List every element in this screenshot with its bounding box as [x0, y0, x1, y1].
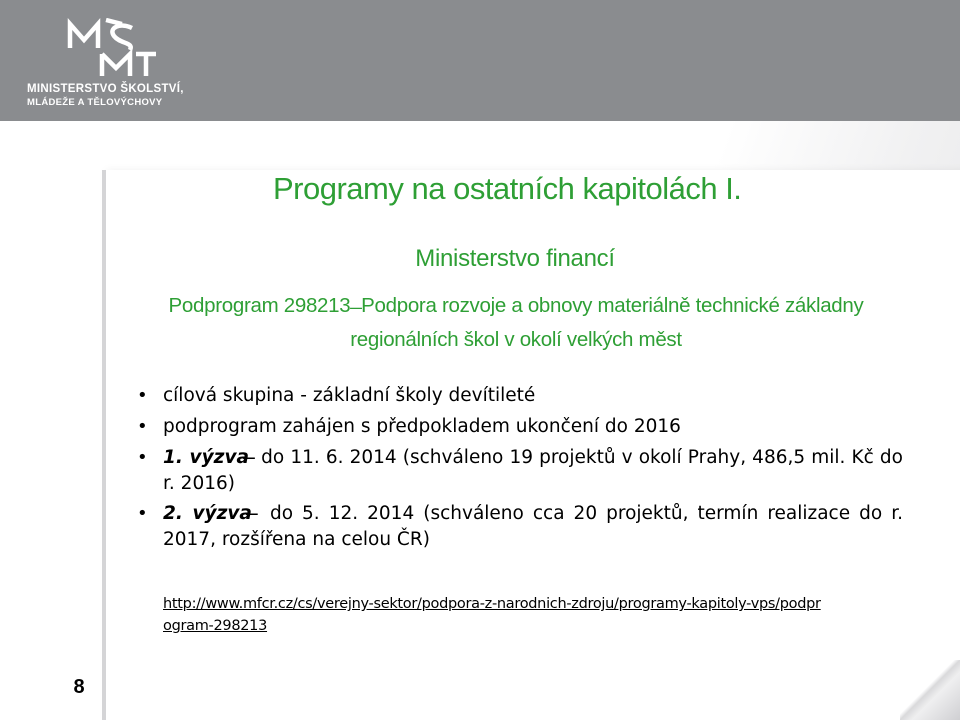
page-curl-decoration [900, 660, 960, 720]
header-band [0, 0, 960, 121]
slide-subtitle-subprogram: Podprogram 298213 ̶ Podpora rozvoje a obnovy materiálně technické základny regionálních škol v okolí velkých měst [168, 294, 864, 351]
page-number: 8 [73, 676, 85, 698]
slide-title: Programy na ostatních kapitolách I. [273, 171, 742, 206]
bullet-text: ̶ do 5. 12. 2014 (schváleno cca 20 projektů, termín realizace do r. 2017, rozšířena na celou ČR) [163, 503, 903, 550]
bullet-item [163, 383, 903, 409]
bullet-text: podprogram zahájen s předpokladem ukončení do 2016 [163, 416, 681, 437]
bullet-text: ̶ do 11. 6. 2014 (schváleno 19 projektů v okolí Prahy, 486,5 mil. Kč do r. 2016) [163, 447, 903, 494]
bullet-item [163, 445, 903, 497]
source-link[interactable]: http://www.mfcr.cz/cs/verejny-sektor/podpora-z-narodnich-zdroju/programy-kapitoly-vps/podprogram-298213 [163, 596, 821, 634]
bullet-label: 2. výzva [163, 503, 252, 524]
logo-ministry-line1: MINISTERSTVO ŠKOLSTVÍ, [27, 83, 184, 95]
msmt-logo-icon [62, 18, 158, 80]
logo-ministry-line2: MLÁDEŽE A TĚLOVÝCHOVY [27, 97, 163, 108]
slide-subtitle-ministry: Ministerstvo financí [415, 245, 615, 272]
bullet-item [163, 501, 903, 553]
bullet-item [163, 414, 903, 440]
bullet-list [163, 383, 903, 558]
bullet-text: cílová skupina - základní školy devítileté [163, 385, 536, 406]
bullet-label: 1. výzva [163, 447, 249, 468]
